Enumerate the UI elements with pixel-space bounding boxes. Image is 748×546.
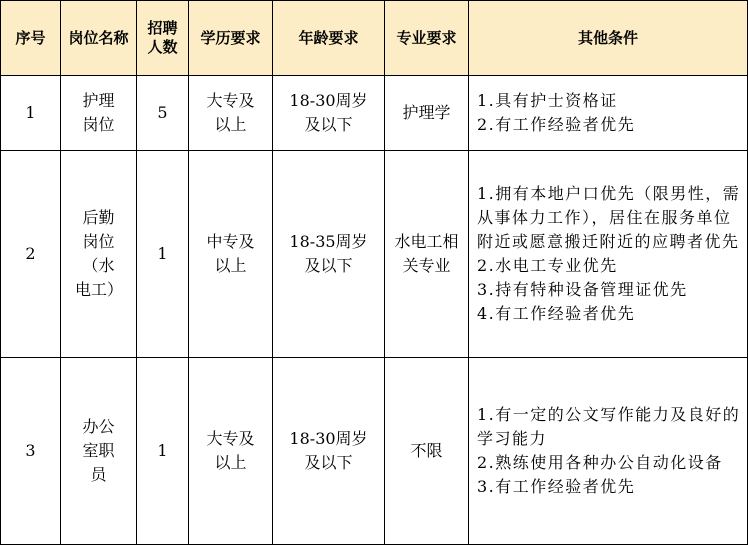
cell-education: 大专及以上 [189, 358, 273, 545]
cell-other [469, 76, 748, 151]
cell-position: 护理岗位 [61, 76, 137, 151]
table-row [1, 151, 748, 358]
condition-item: 2.有工作经验者优先 [477, 115, 636, 134]
header-age: 年龄要求 [273, 1, 385, 76]
cell-position: 后勤岗位（水电工） [61, 151, 137, 358]
cell-education: 中专及以上 [189, 151, 273, 358]
header-count: 招聘人数 [137, 1, 189, 76]
cell-age: 18-35周岁及以下 [273, 151, 385, 358]
header-education: 学历要求 [189, 1, 273, 76]
header-other: 其他条件 [469, 1, 748, 76]
cell-other [469, 358, 748, 545]
cell-age: 18-30周岁及以下 [273, 358, 385, 545]
condition-item: 3.有工作经验者优先 [477, 477, 636, 496]
cell-major: 护理学 [385, 76, 469, 151]
table-row [1, 76, 748, 151]
condition-item: 1.有一定的公文写作能力及良好的学习能力 [477, 405, 741, 448]
cell-position: 办公室职员 [61, 358, 137, 545]
cell-no: 1 [1, 76, 61, 151]
condition-item: 4.有工作经验者优先 [477, 304, 636, 323]
cell-count: 1 [137, 358, 189, 545]
cell-no: 2 [1, 151, 61, 358]
cell-age: 18-30周岁及以下 [273, 76, 385, 151]
cell-education: 大专及以上 [189, 76, 273, 151]
cell-no: 3 [1, 358, 61, 545]
header-row [1, 1, 748, 76]
condition-item: 1.拥有本地户口优先（限男性，需从事体力工作），居住在服务单位附近或愿意搬迁附近的应聘者优先 [477, 184, 741, 251]
condition-item: 1.具有护士资格证 [477, 91, 618, 110]
cell-count: 5 [137, 76, 189, 151]
cell-other [469, 151, 748, 358]
table-row [1, 358, 748, 545]
cell-major: 不限 [385, 358, 469, 545]
condition-item: 2.水电工专业优先 [477, 256, 618, 275]
header-major: 专业要求 [385, 1, 469, 76]
condition-item: 3.持有特种设备管理证优先 [477, 280, 688, 299]
cell-major: 水电工相关专业 [385, 151, 469, 358]
header-no: 序号 [1, 1, 61, 76]
header-position: 岗位名称 [61, 1, 137, 76]
condition-item: 2.熟练使用各种办公自动化设备 [477, 453, 723, 472]
cell-count: 1 [137, 151, 189, 358]
